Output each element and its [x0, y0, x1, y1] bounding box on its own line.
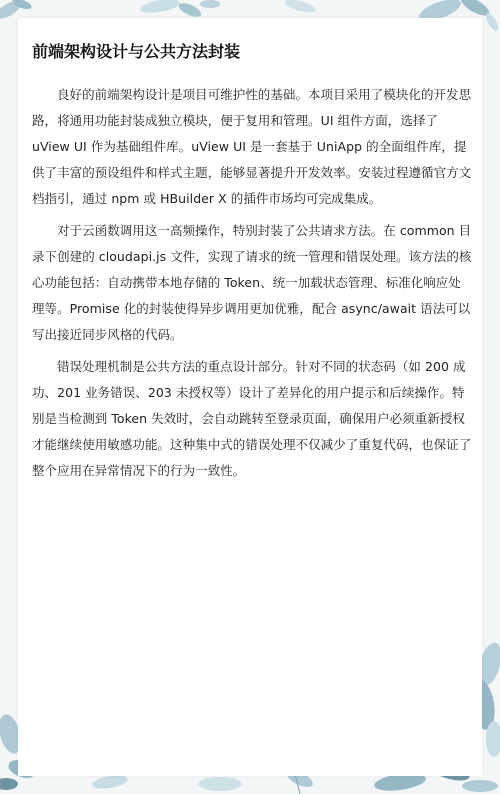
document-body — [32, 40, 472, 490]
paragraph: 对于云函数调用这一高频操作，特别封装了公共请求方法。在 common 目录下创建的 cloudapi.js 文件，实现了请求的统一管理和错误处理。该方法的核心功能包括：自动携带本地存储的 Token、统一加载状态管理、标准化响应处理等。Promise 化的封装使得异步调用更加优雅，配合 async/await 语法可以写出接近同步风格的代码。 — [32, 223, 472, 342]
document-title: 前端架构设计与公共方法封装 — [32, 42, 241, 61]
paragraph: 错误处理机制是公共方法的重点设计部分。针对不同的状态码（如 200 成功、201 业务错误、203 未授权等）设计了差异化的用户提示和后续操作。特别是当检测到 Token 失效时，会自动跳转至登录页面，确保用户必须重新授权才能继续使用敏感功能。这种集中式的错误处理不仅减少了重复代码，也保证了整个应用在异常情况下的行为一致性。 — [32, 359, 472, 478]
paragraph: 良好的前端架构设计是项目可维护性的基础。本项目采用了模块化的开发思路，将通用功能封装成独立模块，便于复用和管理。UI 组件方面，选择了 uView UI 作为基础组件库。uView UI 是一套基于 UniApp 的全面组件库，提供了丰富的预设组件和样式主题，能够显著提升开发效率。安装过程遵循官方文档指引，通过 npm 或 HBuilder X 的插件市场均可完成集成。 — [32, 87, 472, 206]
